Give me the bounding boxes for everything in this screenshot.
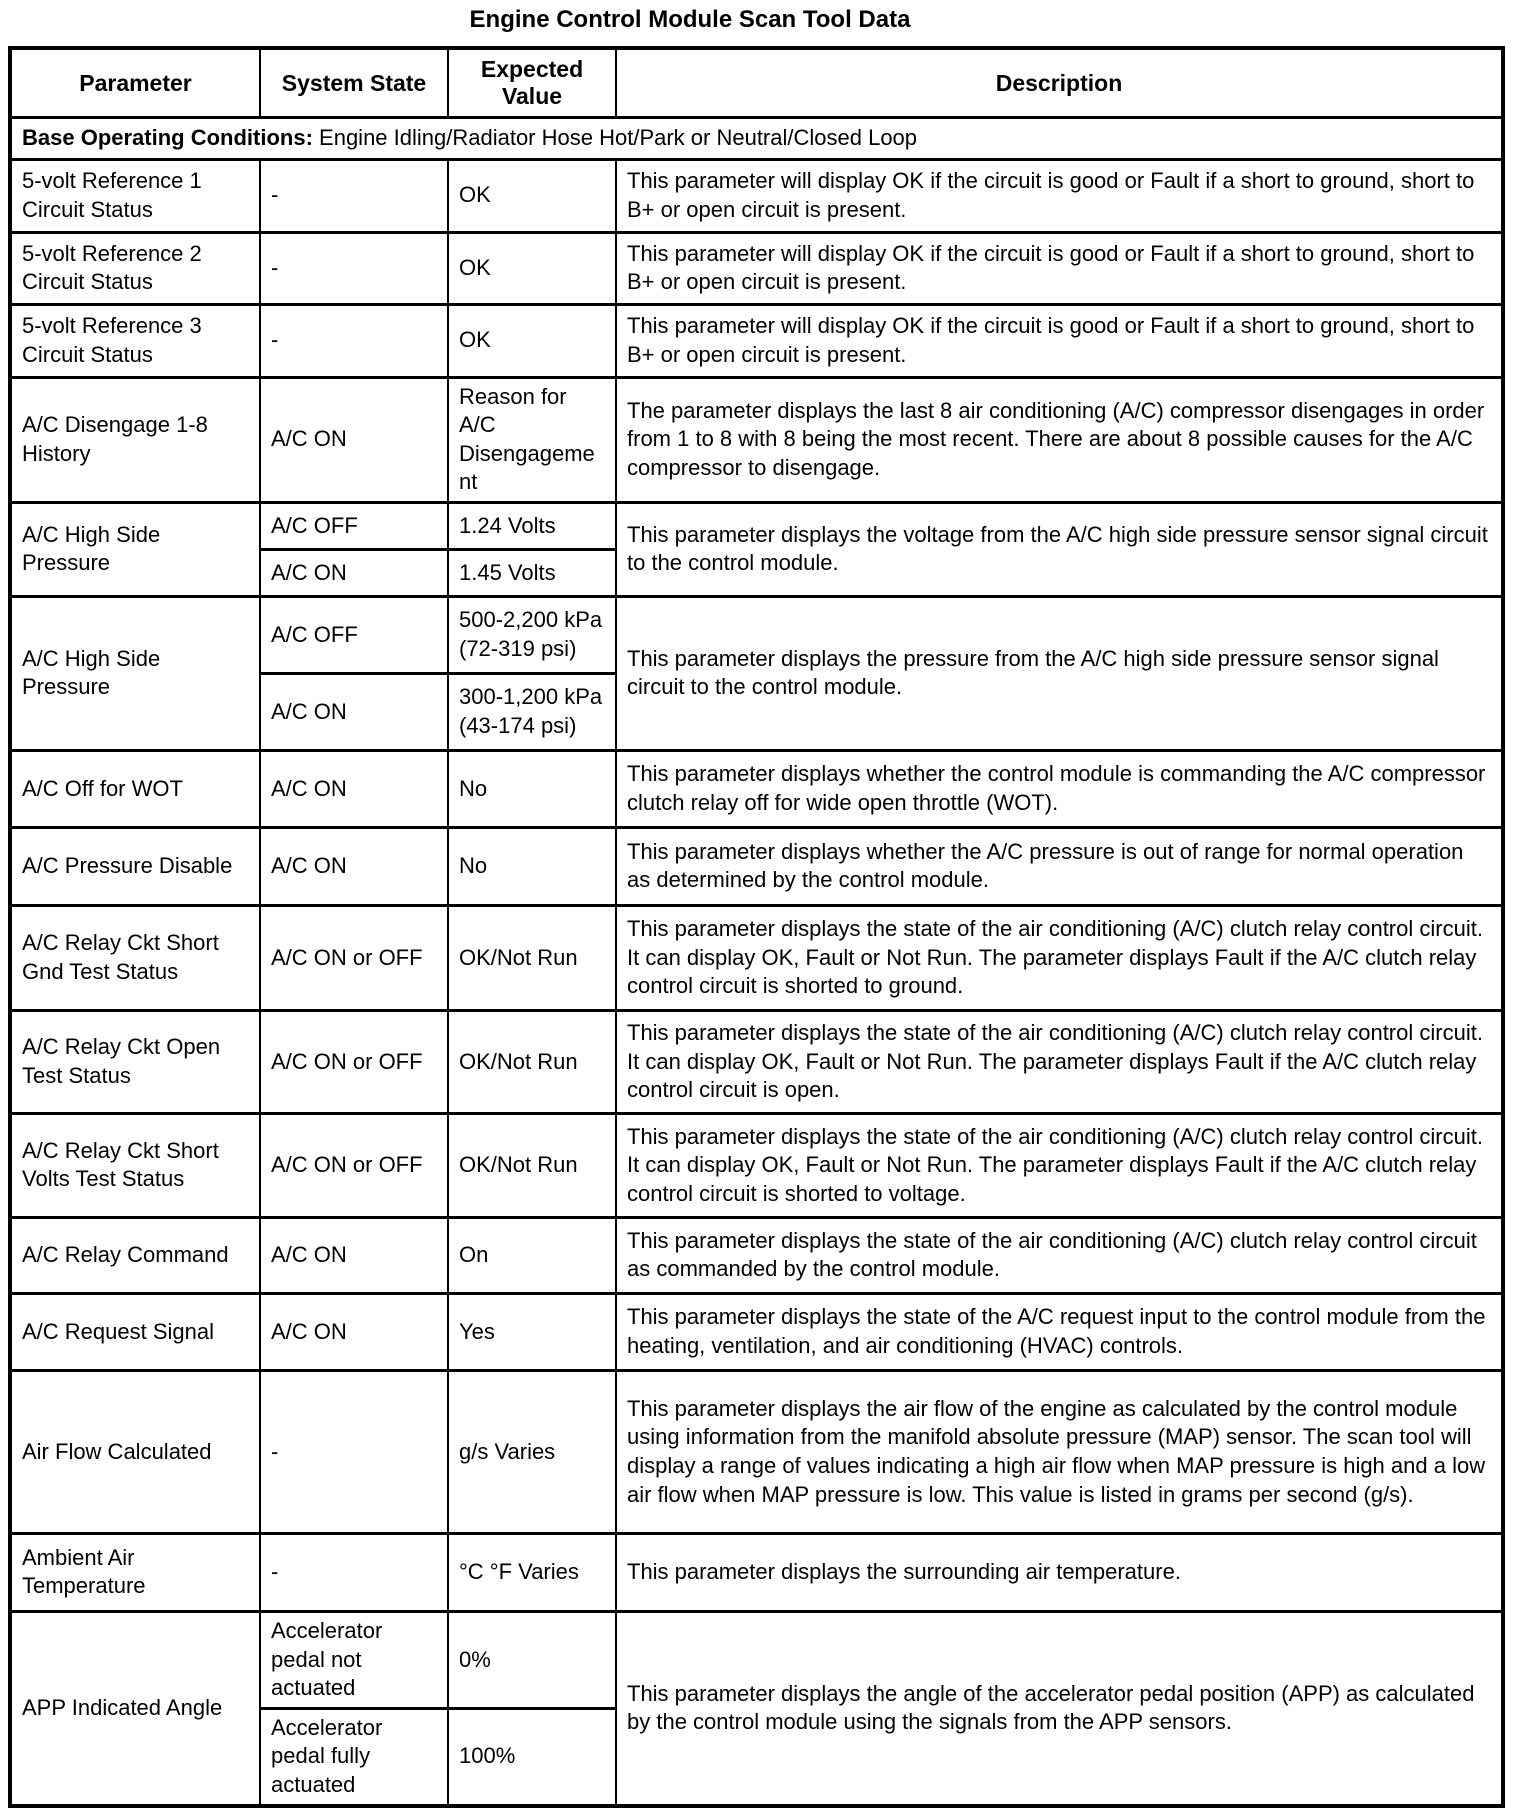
parameter-cell: APP Indicated Angle <box>10 1611 260 1805</box>
description-cell: This parameter will display OK if the circuit is good or Fault if a short to ground, short to B+ or open circuit is present. <box>616 159 1503 232</box>
description-cell: This parameter displays the voltage from the A/C high side pressure sensor signal circuit to the control module. <box>616 502 1503 596</box>
header-row <box>10 48 1503 118</box>
table-row <box>10 1010 1503 1113</box>
parameter-cell: A/C High Side Pressure <box>10 596 260 750</box>
table-row <box>10 1533 1503 1611</box>
parameter-cell: A/C Relay Ckt Open Test Status <box>10 1010 260 1113</box>
description-cell: This parameter displays the pressure from the A/C high side pressure sensor signal circuit to the control module. <box>616 596 1503 750</box>
description-cell: This parameter displays whether the control module is commanding the A/C compressor clutch relay off for wide open throttle (WOT). <box>616 750 1503 827</box>
table-row <box>10 377 1503 502</box>
expected-value-cell: g/s Varies <box>448 1370 616 1533</box>
expected-value-cell: °C °F Varies <box>448 1533 616 1611</box>
system-state-cell: A/C ON or OFF <box>260 1010 448 1113</box>
column-header-expected-value: Expected Value <box>448 48 616 118</box>
expected-value-cell: No <box>448 827 616 905</box>
description-cell: This parameter displays the state of the air conditioning (A/C) clutch relay control circuit. It can display OK, Fault or Not Run. The parameter displays Fault if the A/C clutch relay control circuit is open. <box>616 1010 1503 1113</box>
system-state-cell: A/C ON <box>260 750 448 827</box>
expected-value-cell: 1.24 Volts <box>448 502 616 549</box>
system-state-cell: A/C ON <box>260 673 448 750</box>
expected-value-cell: OK <box>448 159 616 232</box>
expected-value-cell: 0% <box>448 1611 616 1708</box>
expected-value-cell: OK/Not Run <box>448 1010 616 1113</box>
system-state-cell: A/C ON <box>260 549 448 596</box>
table-row <box>10 1370 1503 1533</box>
parameter-cell: 5-volt Reference 1 Circuit Status <box>10 159 260 232</box>
table-row <box>10 502 1503 549</box>
table-row <box>10 1113 1503 1217</box>
description-cell: This parameter displays the surrounding air temperature. <box>616 1533 1503 1611</box>
expected-value-cell: OK/Not Run <box>448 1113 616 1217</box>
table-row <box>10 827 1503 905</box>
parameter-cell: Air Flow Calculated <box>10 1370 260 1533</box>
expected-value-cell: OK/Not Run <box>448 905 616 1010</box>
description-cell: This parameter displays the state of the A/C request input to the control module from the heating, ventilation, and air conditioning (HVAC) controls. <box>616 1293 1503 1370</box>
system-state-cell: A/C ON <box>260 1293 448 1370</box>
system-state-cell: A/C ON <box>260 1217 448 1293</box>
table-row <box>10 750 1503 827</box>
expected-value-cell: No <box>448 750 616 827</box>
parameter-cell: 5-volt Reference 2 Circuit Status <box>10 232 260 304</box>
description-cell: This parameter will display OK if the circuit is good or Fault if a short to ground, short to B+ or open circuit is present. <box>616 232 1503 304</box>
column-header-description: Description <box>616 48 1503 118</box>
base-conditions-cell <box>10 118 1503 160</box>
expected-value-cell: Yes <box>448 1293 616 1370</box>
expected-value-cell: 500-2,200 kPa (72-319 psi) <box>448 596 616 673</box>
description-cell: This parameter will display OK if the circuit is good or Fault if a short to ground, short to B+ or open circuit is present. <box>616 304 1503 377</box>
parameter-cell: 5-volt Reference 3 Circuit Status <box>10 304 260 377</box>
description-cell: This parameter displays the angle of the accelerator pedal position (APP) as calculated by the control module using the signals from the APP sensors. <box>616 1611 1503 1805</box>
parameter-cell: A/C Relay Ckt Short Volts Test Status <box>10 1113 260 1217</box>
table-row <box>10 905 1503 1010</box>
table-row <box>10 159 1503 232</box>
table-row <box>10 1293 1503 1370</box>
expected-value-cell: OK <box>448 304 616 377</box>
parameter-cell: A/C High Side Pressure <box>10 502 260 596</box>
expected-value-cell: On <box>448 1217 616 1293</box>
system-state-cell: - <box>260 159 448 232</box>
base-conditions-label: Base Operating Conditions: <box>22 125 313 150</box>
description-cell: This parameter displays whether the A/C pressure is out of range for normal operation as determined by the control module. <box>616 827 1503 905</box>
parameter-cell: A/C Relay Ckt Short Gnd Test Status <box>10 905 260 1010</box>
base-conditions-row <box>10 118 1503 160</box>
expected-value-cell: 300-1,200 kPa (43-174 psi) <box>448 673 616 750</box>
system-state-cell: A/C ON <box>260 377 448 502</box>
system-state-cell: - <box>260 1533 448 1611</box>
base-conditions-text: Engine Idling/Radiator Hose Hot/Park or Neutral/Closed Loop <box>312 125 918 150</box>
description-cell: The parameter displays the last 8 air conditioning (A/C) compressor disengages in order from 1 to 8 with 8 being the most recent. There are about 8 possible causes for the A/C compressor to disengage. <box>616 377 1503 502</box>
system-state-cell: A/C ON <box>260 827 448 905</box>
system-state-cell: A/C OFF <box>260 596 448 673</box>
system-state-cell: A/C ON or OFF <box>260 905 448 1010</box>
description-cell: This parameter displays the air flow of the engine as calculated by the control module using information from the manifold absolute pressure (MAP) sensor. The scan tool will display a range of values indicating a high air flow when MAP pressure is high and a low air flow when MAP pressure is low. This value is listed in grams per second (g/s). <box>616 1370 1503 1533</box>
parameter-cell: A/C Request Signal <box>10 1293 260 1370</box>
expected-value-cell: 100% <box>448 1708 616 1805</box>
parameter-cell: A/C Pressure Disable <box>10 827 260 905</box>
parameter-cell: A/C Off for WOT <box>10 750 260 827</box>
parameter-cell: A/C Disengage 1-8 History <box>10 377 260 502</box>
system-state-cell: Accelerator pedal not actuated <box>260 1611 448 1708</box>
table-row <box>10 304 1503 377</box>
description-cell: This parameter displays the state of the air conditioning (A/C) clutch relay control circuit as commanded by the control module. <box>616 1217 1503 1293</box>
parameter-cell: A/C Relay Command <box>10 1217 260 1293</box>
system-state-cell: - <box>260 1370 448 1533</box>
expected-value-cell: OK <box>448 232 616 304</box>
table-row <box>10 1217 1503 1293</box>
scan-data-table <box>8 46 1505 1808</box>
expected-value-cell: Reason for A/C Disengagement <box>448 377 616 502</box>
column-header-system-state: System State <box>260 48 448 118</box>
description-cell: This parameter displays the state of the air conditioning (A/C) clutch relay control circuit. It can display OK, Fault or Not Run. The parameter displays Fault if the A/C clutch relay control circuit is shorted to voltage. <box>616 1113 1503 1217</box>
system-state-cell: - <box>260 232 448 304</box>
parameter-cell: Ambient Air Temperature <box>10 1533 260 1611</box>
column-header-parameter: Parameter <box>10 48 260 118</box>
system-state-cell: - <box>260 304 448 377</box>
description-cell: This parameter displays the state of the air conditioning (A/C) clutch relay control circuit. It can display OK, Fault or Not Run. The parameter displays Fault if the A/C clutch relay control circuit is shorted to ground. <box>616 905 1503 1010</box>
expected-value-cell: 1.45 Volts <box>448 549 616 596</box>
system-state-cell: A/C ON or OFF <box>260 1113 448 1217</box>
system-state-cell: Accelerator pedal fully actuated <box>260 1708 448 1805</box>
table-row <box>10 232 1503 304</box>
table-row <box>10 596 1503 673</box>
system-state-cell: A/C OFF <box>260 502 448 549</box>
page-title: Engine Control Module Scan Tool Data <box>469 6 911 33</box>
table-row <box>10 1611 1503 1708</box>
